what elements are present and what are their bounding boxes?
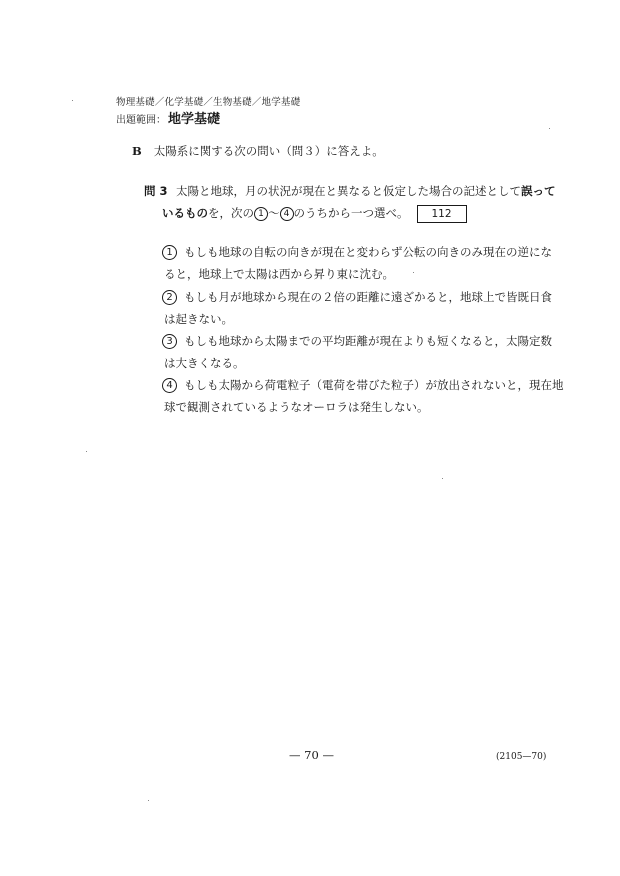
question-text-1: 太陽と地球，月の状況が現在と異なると仮定した場合の記述として: [176, 184, 521, 198]
question-line-1: [176, 183, 556, 199]
choice-1-line-1: もしも地球の自転の向きが現在と変わらず公転の向きのみ現在の逆にな: [184, 245, 552, 259]
choice-1-line-2: ると，地球上で太陽は西から昇り東に沈む。: [164, 267, 394, 281]
page-code: (2105—70): [496, 752, 547, 762]
choice-3-mark: 3: [162, 334, 177, 349]
choice-3-line-1: もしも地球から太陽までの平均距離が現在よりも短くなると，太陽定数: [184, 334, 552, 348]
question-number: 問 3: [144, 184, 168, 198]
choice-4-line-1: もしも太陽から荷電粒子（電荷を帯びた粒子）が放出されないと，現在地: [184, 378, 564, 392]
section-letter: B: [132, 144, 142, 158]
subjects-header: 物理基礎／化学基礎／生物基礎／地学基礎: [116, 97, 301, 108]
question-emphasis-2: いるもの: [162, 206, 208, 220]
section-text: 太陽系に関する次の問い（問３）に答えよ。: [153, 144, 384, 158]
scope-label: 出題範囲：: [116, 115, 166, 126]
choice-2-line-2: は起きない。: [164, 312, 233, 326]
choice-4-line-2: 球で観測されているようなオーロラは発生しない。: [164, 400, 429, 414]
scan-speck: [549, 128, 550, 129]
choice-2-mark: 2: [162, 290, 177, 305]
range-end-mark: 4: [280, 207, 294, 221]
answer-number-box: 112: [417, 205, 467, 223]
section-heading: [132, 143, 384, 159]
scan-speck: [413, 272, 414, 273]
question-text-2b: のうちから一つ選べ。: [293, 206, 409, 220]
page-number: — 70 —: [289, 748, 334, 762]
choice-2-line-1: もしも月が地球から現在の２倍の距離に遠ざかると，地球上で皆既日食: [184, 290, 552, 304]
question-emphasis-1: 誤って: [521, 184, 556, 198]
range-start-mark: 1: [254, 207, 268, 221]
scan-speck: [148, 800, 149, 801]
choice-1-mark: 1: [162, 245, 177, 260]
scan-speck: [86, 451, 87, 452]
exam-scope: [116, 108, 220, 127]
choice-3-line-2: は大きくなる。: [164, 356, 245, 370]
choice-4-mark: 4: [162, 378, 177, 393]
scan-speck: [442, 478, 443, 479]
question-line-2: [162, 205, 467, 223]
scan-speck: [72, 100, 73, 101]
scope-value: 地学基礎: [168, 112, 221, 127]
question-text-2a: を，次の: [208, 206, 254, 220]
range-separator: 〜: [268, 206, 280, 220]
